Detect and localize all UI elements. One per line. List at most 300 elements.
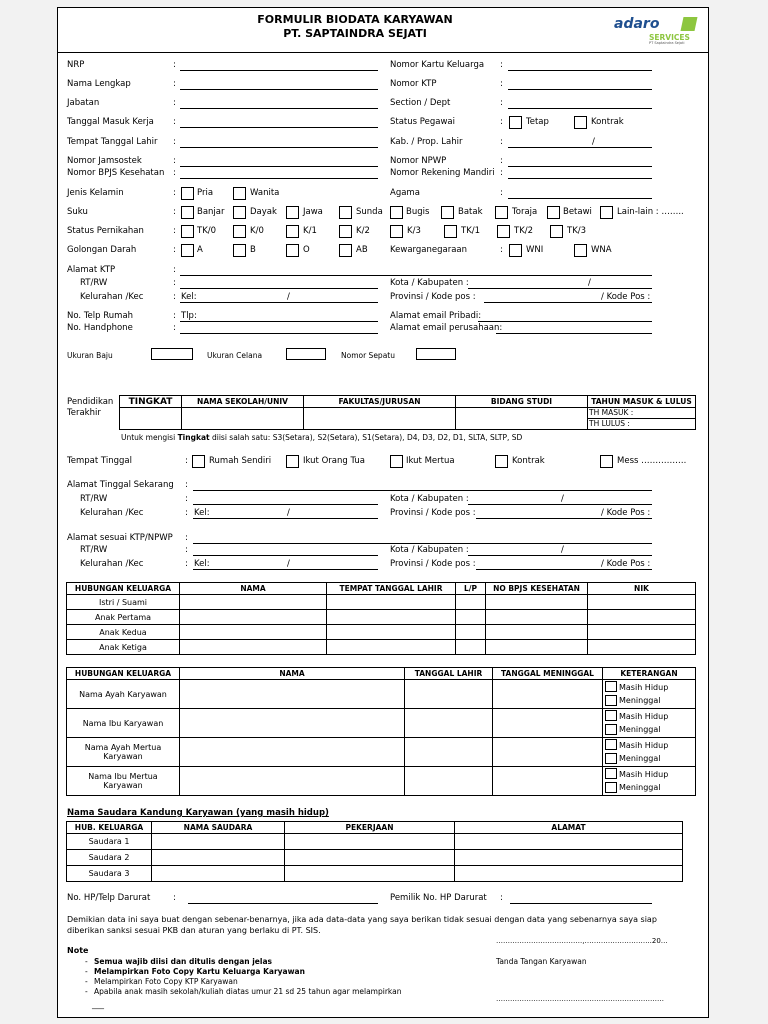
keterangan-cell: Masih Hidup Meninggal bbox=[603, 738, 696, 767]
logo-word: adaro bbox=[614, 16, 660, 32]
tlp-prefix: Tlp: bbox=[181, 311, 197, 321]
checkbox-k0[interactable] bbox=[233, 225, 246, 238]
kelurahan-input[interactable] bbox=[180, 302, 378, 303]
kota-input[interactable] bbox=[468, 288, 652, 289]
label-alamat-ktp: Alamat KTP bbox=[67, 265, 116, 275]
cell[interactable] bbox=[405, 738, 493, 767]
cell-fakultas[interactable] bbox=[304, 408, 456, 430]
option-mess: Mess ……………. bbox=[617, 456, 687, 466]
pernyataan-line1: Demikian data ini saya buat dengan sebenar-benarnya, jika ada data-data yang saya berikan tidak sesuai dengan data yang sebenarnya saya siap bbox=[67, 915, 657, 924]
colon: : bbox=[185, 533, 188, 543]
keluarga-table bbox=[66, 582, 696, 655]
label-rtrw-3: RT/RW bbox=[80, 545, 108, 555]
logo-sub: SERVICES bbox=[649, 33, 690, 42]
colon: : bbox=[185, 508, 188, 518]
email-pribadi-input[interactable] bbox=[478, 321, 652, 322]
table-row bbox=[67, 767, 696, 796]
row-label: Anak Pertama bbox=[67, 610, 180, 625]
label-kota-3: Kota / Kabupaten : bbox=[390, 545, 469, 555]
kk-input[interactable] bbox=[508, 70, 652, 71]
th-lulus: TH LULUS : bbox=[589, 419, 630, 428]
option-rumah-sendiri: Rumah Sendiri bbox=[209, 456, 272, 466]
cell[interactable] bbox=[285, 866, 455, 882]
colon: : bbox=[185, 494, 188, 504]
nomor-sepatu-input[interactable] bbox=[416, 348, 456, 360]
note-dash: - bbox=[85, 967, 88, 976]
row-label: Anak Kedua bbox=[67, 625, 180, 640]
jamsostek-input[interactable] bbox=[180, 166, 378, 167]
kel-prefix: Kel: bbox=[194, 508, 210, 518]
label-alamat-ktp-npwp: Alamat sesuai KTP/NPWP bbox=[67, 533, 173, 543]
row-label: Saudara 2 bbox=[67, 850, 152, 866]
option-toraja: Toraja bbox=[512, 207, 538, 217]
colon: : bbox=[173, 278, 176, 288]
rekening-input[interactable] bbox=[508, 178, 652, 179]
checkbox-darah-b[interactable] bbox=[233, 244, 246, 257]
note-dash: - bbox=[85, 957, 88, 966]
colon: : bbox=[173, 60, 176, 70]
slash: / bbox=[287, 508, 290, 518]
label-hp-darurat: No. HP/Telp Darurat bbox=[67, 893, 151, 903]
ttl-input[interactable] bbox=[180, 147, 378, 148]
row-label: Saudara 1 bbox=[67, 834, 152, 850]
checkbox-bugis[interactable] bbox=[390, 206, 403, 219]
option-pria: Pria bbox=[197, 188, 214, 198]
keterangan-cell: Masih Hidup Meninggal bbox=[603, 680, 696, 709]
th-bpjs: NO BPJS KESEHATAN bbox=[486, 583, 588, 595]
checkbox-kontrak-rumah[interactable] bbox=[495, 455, 508, 468]
row-label: Nama Ibu Karyawan bbox=[67, 709, 180, 738]
colon: : bbox=[173, 265, 176, 275]
table-row bbox=[67, 610, 696, 625]
label-nomor-sepatu: Nomor Sepatu bbox=[341, 351, 395, 360]
row-label: Nama Ayah Karyawan bbox=[67, 680, 180, 709]
cell[interactable] bbox=[455, 834, 683, 850]
checkbox-meninggal[interactable] bbox=[605, 753, 617, 764]
cell[interactable] bbox=[405, 767, 493, 796]
ukuran-baju-input[interactable] bbox=[151, 348, 193, 360]
cell[interactable] bbox=[152, 850, 285, 866]
label-kelurahan: Kelurahan /Kec bbox=[80, 292, 144, 302]
label-status-pegawai: Status Pegawai bbox=[390, 117, 455, 127]
pernyataan-line2: diberikan sanksi sesuai PKB dan aturan yang berlaku di PT. SIS. bbox=[67, 926, 321, 935]
company-name: PT. SAPTAINDRA SEJATI bbox=[283, 27, 427, 40]
label-pendidikan: Pendidikan bbox=[67, 397, 114, 407]
th-hub: HUB. KELUARGA bbox=[67, 822, 152, 834]
table-row bbox=[67, 709, 696, 738]
pendidikan-table bbox=[119, 395, 696, 430]
checkbox-kontrak[interactable] bbox=[574, 116, 587, 129]
checkbox-tk0[interactable] bbox=[181, 225, 194, 238]
colon: : bbox=[173, 156, 176, 166]
th-tingkat: TINGKAT bbox=[120, 396, 182, 408]
colon: : bbox=[173, 137, 176, 147]
option-wna: WNA bbox=[591, 245, 612, 255]
label-section: Section / Dept bbox=[390, 98, 451, 108]
label-kodepos-2: / Kode Pos : bbox=[601, 508, 651, 518]
table-row bbox=[67, 680, 696, 709]
checkbox-sunda[interactable] bbox=[339, 206, 352, 219]
sign-label: Tanda Tangan Karyawan bbox=[496, 957, 587, 966]
cell[interactable] bbox=[327, 595, 456, 610]
cell[interactable] bbox=[180, 709, 405, 738]
kota-2-input[interactable] bbox=[468, 504, 652, 505]
cell[interactable] bbox=[486, 595, 588, 610]
cell[interactable] bbox=[455, 866, 683, 882]
option-tk0: TK/0 bbox=[197, 226, 217, 236]
cell[interactable] bbox=[588, 625, 696, 640]
cell[interactable] bbox=[180, 625, 327, 640]
email-perusahaan-input[interactable] bbox=[496, 333, 652, 334]
label-gol-darah: Golongan Darah bbox=[67, 245, 137, 255]
label-hp: No. Handphone bbox=[67, 323, 133, 333]
cell[interactable] bbox=[493, 767, 603, 796]
hp-darurat-input[interactable] bbox=[188, 903, 378, 904]
cell[interactable] bbox=[180, 738, 405, 767]
th-sekolah: NAMA SEKOLAH/UNIV bbox=[182, 396, 304, 408]
th-hubungan-2: HUBUNGAN KELUARGA bbox=[67, 668, 180, 680]
table-row bbox=[67, 834, 683, 850]
label-rtrw: RT/RW bbox=[80, 278, 108, 288]
header-divider bbox=[58, 52, 708, 53]
th-nama: NAMA bbox=[180, 583, 327, 595]
label-jamsostek: Nomor Jamsostek bbox=[67, 156, 142, 166]
checkbox-wna[interactable] bbox=[574, 244, 587, 257]
label-tgl-masuk: Tanggal Masuk Kerja bbox=[67, 117, 154, 127]
colon: : bbox=[185, 559, 188, 569]
checkbox-k3[interactable] bbox=[390, 225, 403, 238]
colon: : bbox=[173, 117, 176, 127]
checkbox-hidup[interactable] bbox=[605, 768, 617, 779]
checkbox-wni[interactable] bbox=[509, 244, 522, 257]
checkbox-toraja[interactable] bbox=[495, 206, 508, 219]
colon: : bbox=[500, 188, 503, 198]
option-sunda: Sunda bbox=[356, 207, 383, 217]
colon: : bbox=[173, 292, 176, 302]
colon: : bbox=[500, 156, 503, 166]
option-tk3: TK/3 bbox=[567, 226, 587, 236]
label-rtrw-2: RT/RW bbox=[80, 494, 108, 504]
cell[interactable] bbox=[152, 866, 285, 882]
colon: : bbox=[173, 207, 176, 217]
option-darah-a: A bbox=[197, 245, 203, 255]
cell[interactable] bbox=[493, 680, 603, 709]
nama-input[interactable] bbox=[180, 89, 378, 90]
cell[interactable] bbox=[486, 610, 588, 625]
label-status-nikah: Status Pernikahan bbox=[67, 226, 144, 236]
colon: : bbox=[500, 79, 503, 89]
cell[interactable] bbox=[486, 625, 588, 640]
jabatan-input[interactable] bbox=[180, 108, 378, 109]
label-provinsi: Provinsi / Kode pos : bbox=[390, 292, 476, 302]
cell[interactable] bbox=[405, 680, 493, 709]
cell[interactable] bbox=[405, 709, 493, 738]
logo-mark-icon bbox=[681, 17, 698, 31]
checkbox-hidup[interactable] bbox=[605, 710, 617, 721]
bpjs-input[interactable] bbox=[180, 178, 378, 179]
kab-lahir-input[interactable] bbox=[508, 147, 652, 148]
checkbox-banjar[interactable] bbox=[181, 206, 194, 219]
cell[interactable] bbox=[285, 834, 455, 850]
colon: : bbox=[500, 168, 503, 178]
slash: / bbox=[561, 494, 564, 504]
label-email-perusahaan: Alamat email perusahaan: bbox=[390, 323, 503, 333]
label-pemilik-darurat: Pemilik No. HP Darurat bbox=[390, 893, 487, 903]
option-darah-ab: AB bbox=[356, 245, 368, 255]
cell[interactable] bbox=[180, 610, 327, 625]
rtrw-2-input[interactable] bbox=[193, 504, 378, 505]
checkbox-meninggal[interactable] bbox=[605, 724, 617, 735]
cell[interactable] bbox=[327, 625, 456, 640]
th-masuk: TH MASUK : bbox=[588, 408, 695, 419]
rtrw-input[interactable] bbox=[180, 288, 378, 289]
label-email-pribadi: Alamat email Pribadi: bbox=[390, 311, 482, 321]
colon: : bbox=[173, 311, 176, 321]
th-tgl-lahir: TANGGAL LAHIR bbox=[405, 668, 493, 680]
telp-input[interactable] bbox=[180, 321, 378, 322]
label-ktp: Nomor KTP bbox=[390, 79, 437, 89]
checkbox-darah-a[interactable] bbox=[181, 244, 194, 257]
option-k3: K/3 bbox=[407, 226, 421, 236]
saudara-title: Nama Saudara Kandung Karyawan (yang masih hidup) bbox=[67, 808, 329, 818]
ktp-input[interactable] bbox=[508, 89, 652, 90]
label-kodepos: / Kode Pos : bbox=[601, 292, 651, 302]
checkbox-darah-ab[interactable] bbox=[339, 244, 352, 257]
th-hubungan: HUBUNGAN KELUARGA bbox=[67, 583, 180, 595]
option-wni: WNI bbox=[526, 245, 544, 255]
option-ikut-ortu: Ikut Orang Tua bbox=[303, 456, 365, 466]
checkbox-darah-o[interactable] bbox=[286, 244, 299, 257]
row-label: Nama Ayah Mertua Karyawan bbox=[67, 738, 180, 767]
note-title: Note bbox=[67, 946, 89, 955]
provinsi-2-input[interactable] bbox=[476, 518, 652, 519]
option-lain: Lain-lain : …….. bbox=[617, 207, 684, 217]
th-fakultas: FAKULTAS/JURUSAN bbox=[304, 396, 456, 408]
label-alamat-sekarang: Alamat Tinggal Sekarang bbox=[67, 480, 174, 490]
sign-date: ……………………………….,………………………..20… bbox=[496, 937, 668, 945]
option-dayak: Dayak bbox=[250, 207, 277, 217]
section-input[interactable] bbox=[508, 108, 652, 109]
agama-input[interactable] bbox=[508, 198, 652, 199]
colon: : bbox=[185, 545, 188, 555]
colon: : bbox=[185, 480, 188, 490]
checkbox-pria[interactable] bbox=[181, 187, 194, 200]
checkbox-tk2[interactable] bbox=[497, 225, 510, 238]
cell[interactable] bbox=[588, 595, 696, 610]
label-kota: Kota / Kabupaten : bbox=[390, 278, 469, 288]
option-ikut-mertua: Ikut Mertua bbox=[406, 456, 455, 466]
option-kontrak-rumah: Kontrak bbox=[512, 456, 545, 466]
th-lp: L/P bbox=[456, 583, 486, 595]
option-tk2: TK/2 bbox=[514, 226, 534, 236]
colon: : bbox=[500, 117, 503, 127]
keterangan-cell: Masih Hidup Meninggal bbox=[603, 767, 696, 796]
colon: : bbox=[173, 245, 176, 255]
option-tetap: Tetap bbox=[526, 117, 549, 127]
th-alamat: ALAMAT bbox=[455, 822, 683, 834]
label-ukuran-celana: Ukuran Celana bbox=[207, 351, 263, 360]
colon: : bbox=[173, 226, 176, 236]
colon: : bbox=[173, 98, 176, 108]
slash: / bbox=[592, 137, 595, 147]
slash: / bbox=[287, 292, 290, 302]
checkbox-lain[interactable] bbox=[600, 206, 613, 219]
label-nama: Nama Lengkap bbox=[67, 79, 131, 89]
colon: : bbox=[500, 245, 503, 255]
table-row bbox=[67, 595, 696, 610]
tgl-masuk-input[interactable] bbox=[180, 127, 378, 128]
kelurahan-2-input[interactable] bbox=[193, 518, 378, 519]
form-title: FORMULIR BIODATA KARYAWAN bbox=[257, 13, 453, 26]
option-darah-o: O bbox=[303, 245, 310, 255]
checkbox-hidup[interactable] bbox=[605, 739, 617, 750]
colon: : bbox=[173, 168, 176, 178]
pendidikan-note: Untuk mengisi Tingkat diisi salah satu: S3(Setara), S2(Setara), S1(Setara), D4, D3, D2, D1, SLTA, SLTP, SD bbox=[121, 433, 523, 442]
cell[interactable] bbox=[588, 610, 696, 625]
table-row bbox=[67, 625, 696, 640]
sign-line: ……………………………………………………………… bbox=[496, 995, 664, 1003]
cell[interactable] bbox=[180, 680, 405, 709]
cell-tingkat[interactable] bbox=[120, 408, 182, 430]
cell[interactable] bbox=[455, 850, 683, 866]
checkbox-wanita[interactable] bbox=[233, 187, 246, 200]
cell[interactable] bbox=[180, 767, 405, 796]
npwp-input[interactable] bbox=[508, 166, 652, 167]
th-pekerjaan: PEKERJAAN bbox=[285, 822, 455, 834]
rtrw-3-input[interactable] bbox=[193, 555, 378, 556]
label-kab-lahir: Kab. / Prop. Lahir bbox=[390, 137, 463, 147]
row-label: Saudara 3 bbox=[67, 866, 152, 882]
kel-prefix: Kel: bbox=[194, 559, 210, 569]
colon: : bbox=[173, 893, 176, 903]
label-provinsi-3: Provinsi / Kode pos : bbox=[390, 559, 476, 569]
th-bidang: BIDANG STUDI bbox=[456, 396, 588, 408]
table-row bbox=[67, 850, 683, 866]
colon: : bbox=[173, 79, 176, 89]
provinsi-3-input[interactable] bbox=[476, 569, 652, 570]
alamat-sekarang-input[interactable] bbox=[193, 490, 652, 491]
note-end: ___ bbox=[92, 1000, 104, 1009]
kota-3-input[interactable] bbox=[468, 555, 652, 556]
checkbox-dayak[interactable] bbox=[233, 206, 246, 219]
option-tk1: TK/1 bbox=[461, 226, 481, 236]
checkbox-k2[interactable] bbox=[339, 225, 352, 238]
saudara-table bbox=[66, 821, 683, 882]
label-kota-2: Kota / Kabupaten : bbox=[390, 494, 469, 504]
checkbox-tetap[interactable] bbox=[509, 116, 522, 129]
table-row bbox=[67, 640, 696, 655]
colon: : bbox=[500, 137, 503, 147]
label-jenis-kelamin: Jenis Kelamin bbox=[67, 188, 124, 198]
th-tgl-meninggal: TANGGAL MENINGGAL bbox=[493, 668, 603, 680]
cell[interactable] bbox=[456, 640, 486, 655]
checkbox-tk3[interactable] bbox=[550, 225, 563, 238]
cell[interactable] bbox=[456, 625, 486, 640]
nrp-input[interactable] bbox=[180, 70, 378, 71]
cell[interactable] bbox=[180, 595, 327, 610]
option-darah-b: B bbox=[250, 245, 256, 255]
ukuran-celana-input[interactable] bbox=[286, 348, 326, 360]
th-ttl: TEMPAT TANGGAL LAHIR bbox=[327, 583, 456, 595]
th-nama-saudara: NAMA SAUDARA bbox=[152, 822, 285, 834]
cell[interactable] bbox=[180, 640, 327, 655]
cell[interactable] bbox=[486, 640, 588, 655]
row-label: Anak Ketiga bbox=[67, 640, 180, 655]
option-jawa: Jawa bbox=[303, 207, 323, 217]
th-nama-2: NAMA bbox=[180, 668, 405, 680]
note-item-1: Semua wajib diisi dan ditulis dengan jelas bbox=[94, 957, 272, 966]
checkbox-batak[interactable] bbox=[441, 206, 454, 219]
note-item-3: Melampirkan Foto Copy KTP Karyawan bbox=[94, 977, 238, 986]
cell-bidang[interactable] bbox=[456, 408, 588, 430]
checkbox-rumah-sendiri[interactable] bbox=[192, 455, 205, 468]
alamat-ktp-npwp-input[interactable] bbox=[193, 543, 652, 544]
colon: : bbox=[173, 323, 176, 333]
alamat-ktp-input[interactable] bbox=[180, 275, 652, 276]
colon: : bbox=[185, 456, 188, 466]
cell[interactable] bbox=[456, 610, 486, 625]
company-logo bbox=[612, 14, 704, 48]
label-suku: Suku bbox=[67, 207, 88, 217]
option-k2: K/2 bbox=[356, 226, 370, 236]
row-label: Istri / Suami bbox=[67, 595, 180, 610]
logo-tiny: PT Saptaindra Sejati bbox=[649, 41, 685, 45]
colon: : bbox=[500, 60, 503, 70]
option-betawi: Betawi bbox=[563, 207, 592, 217]
label-kodepos-3: / Kode Pos : bbox=[601, 559, 651, 569]
cell[interactable] bbox=[456, 595, 486, 610]
hp-input[interactable] bbox=[180, 333, 378, 334]
row-label: Nama Ibu Mertua Karyawan bbox=[67, 767, 180, 796]
cell[interactable] bbox=[588, 640, 696, 655]
cell[interactable] bbox=[493, 709, 603, 738]
label-rekening: Nomor Rekening Mandiri bbox=[390, 168, 495, 178]
checkbox-tk1[interactable] bbox=[444, 225, 457, 238]
note-item-4: Apabila anak masih sekolah/kuliah diatas umur 21 sd 25 tahun agar melampirkan bbox=[94, 987, 402, 996]
label-kewarganegaraan: Kewarganegaraan bbox=[390, 245, 468, 255]
slash: / bbox=[588, 278, 591, 288]
cell-sekolah[interactable] bbox=[182, 408, 304, 430]
label-npwp: Nomor NPWP bbox=[390, 156, 447, 166]
checkbox-k1[interactable] bbox=[286, 225, 299, 238]
cell[interactable] bbox=[152, 834, 285, 850]
cell[interactable] bbox=[327, 640, 456, 655]
label-kelurahan-2: Kelurahan /Kec bbox=[80, 508, 144, 518]
cell-tahun[interactable] bbox=[588, 408, 696, 430]
label-kk: Nomor Kartu Keluarga bbox=[390, 60, 485, 70]
cell[interactable] bbox=[285, 850, 455, 866]
checkbox-ikut-ortu[interactable] bbox=[286, 455, 299, 468]
checkbox-meninggal[interactable] bbox=[605, 695, 617, 706]
cell[interactable] bbox=[327, 610, 456, 625]
checkbox-hidup[interactable] bbox=[605, 681, 617, 692]
checkbox-betawi[interactable] bbox=[547, 206, 560, 219]
option-wanita: Wanita bbox=[250, 188, 280, 198]
checkbox-meninggal[interactable] bbox=[605, 782, 617, 793]
option-k0: K/0 bbox=[250, 226, 264, 236]
note-item-2: Melampirkan Foto Copy Kartu Keluarga Karyawan bbox=[94, 967, 305, 976]
kelurahan-3-input[interactable] bbox=[193, 569, 378, 570]
checkbox-mess[interactable] bbox=[600, 455, 613, 468]
keterangan-cell: Masih Hidup Meninggal bbox=[603, 709, 696, 738]
checkbox-jawa[interactable] bbox=[286, 206, 299, 219]
label-nrp: NRP bbox=[67, 60, 85, 70]
cell[interactable] bbox=[493, 738, 603, 767]
label-terakhir: Terakhir bbox=[67, 408, 101, 418]
checkbox-ikut-mertua[interactable] bbox=[390, 455, 403, 468]
orangtua-table bbox=[66, 667, 696, 796]
pemilik-darurat-input[interactable] bbox=[510, 903, 652, 904]
